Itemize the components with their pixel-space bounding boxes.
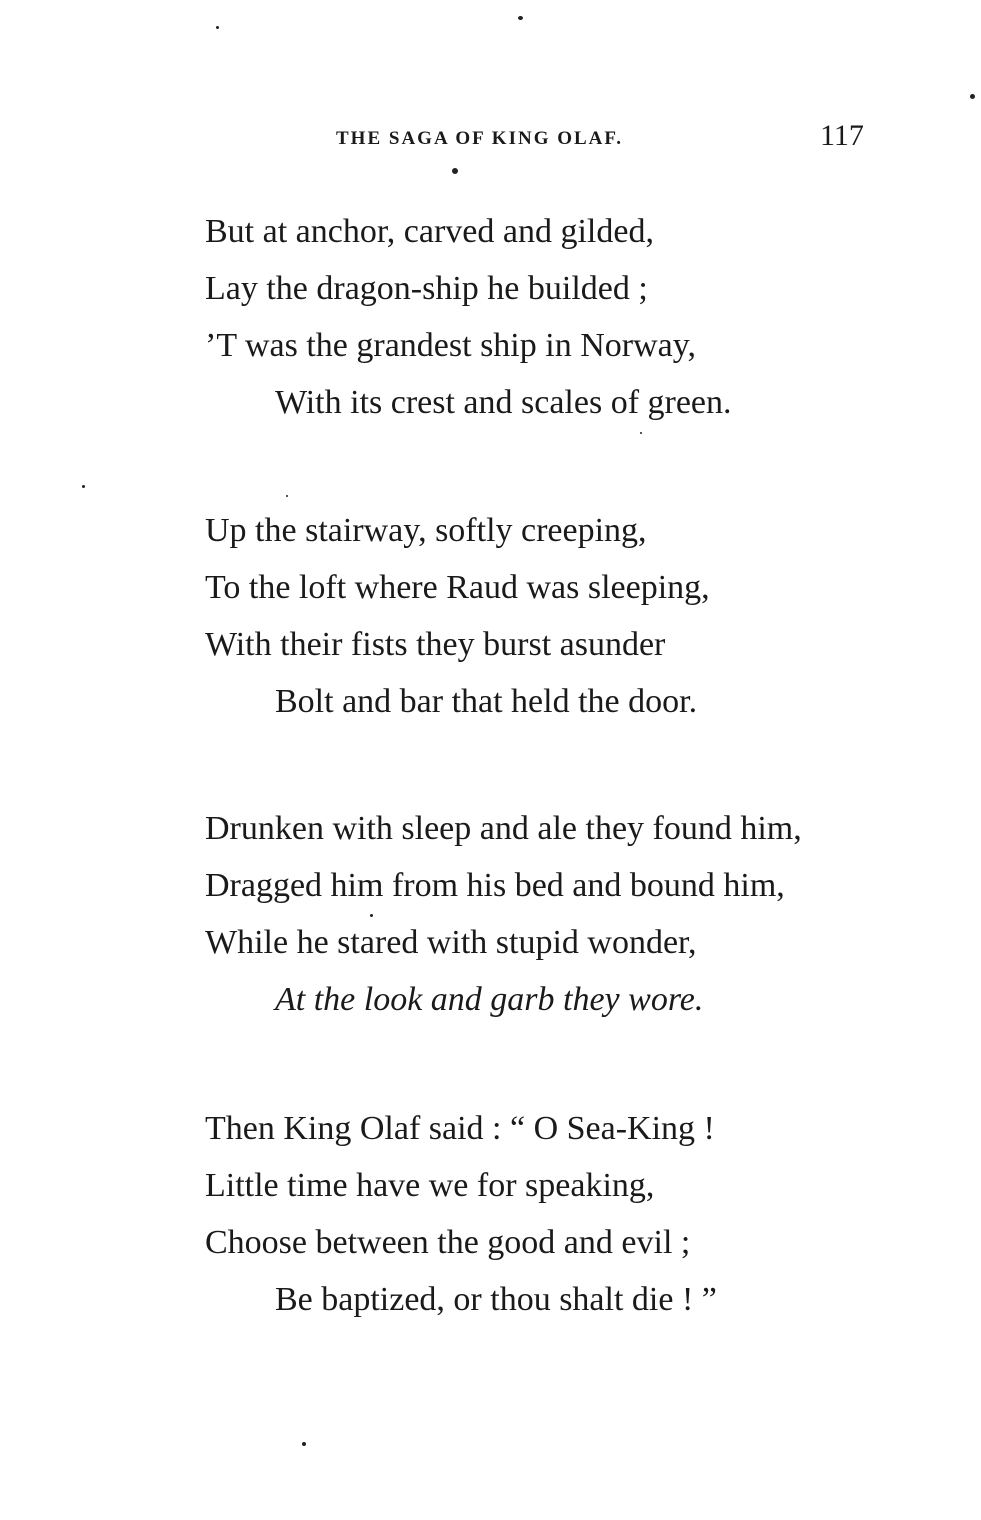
verse-line: Drunken with sleep and ale they found him, (205, 810, 802, 847)
scan-speck (518, 16, 523, 20)
verse-line: Up the stairway, softly creeping, (205, 512, 647, 549)
verse-line: With their fists they burst asunder (205, 626, 666, 663)
scan-speck (302, 1442, 306, 1446)
verse-line-indented: Bolt and bar that held the door. (275, 683, 698, 720)
verse-line: While he stared with stupid wonder, (205, 924, 697, 961)
scan-speck (286, 495, 288, 497)
verse-line: But at anchor, carved and gilded, (205, 213, 654, 250)
scan-speck (970, 94, 975, 99)
verse-line-indented: At the look and garb they wore. (275, 981, 704, 1018)
page-number: 117 (820, 119, 864, 152)
verse-line: Dragged him from his bed and bound him, (205, 867, 785, 904)
stanza-3 (205, 800, 905, 1028)
verse-line-indented: Be baptized, or thou shalt die ! ” (275, 1281, 717, 1318)
stanza-4 (205, 1100, 905, 1328)
verse-line: Little time have we for speaking, (205, 1167, 655, 1204)
scan-speck (640, 432, 642, 434)
running-title: THE SAGA OF KING OLAF. (336, 128, 624, 149)
verse-line: Then King Olaf said : “ O Sea-King ! (205, 1110, 715, 1147)
scan-speck (452, 168, 458, 174)
scan-speck (216, 26, 219, 29)
scan-speck (82, 485, 85, 488)
verse-line-indented: With its crest and scales of green. (275, 384, 732, 421)
stanza-2 (205, 502, 905, 730)
verse-line: ’T was the grandest ship in Norway, (205, 327, 697, 364)
verse-line: Lay the dragon-ship he builded ; (205, 270, 648, 307)
verse-line: To the loft where Raud was sleeping, (205, 569, 710, 606)
scan-speck (370, 914, 373, 917)
verse-line: Choose between the good and evil ; (205, 1224, 691, 1261)
stanza-1 (205, 203, 905, 431)
